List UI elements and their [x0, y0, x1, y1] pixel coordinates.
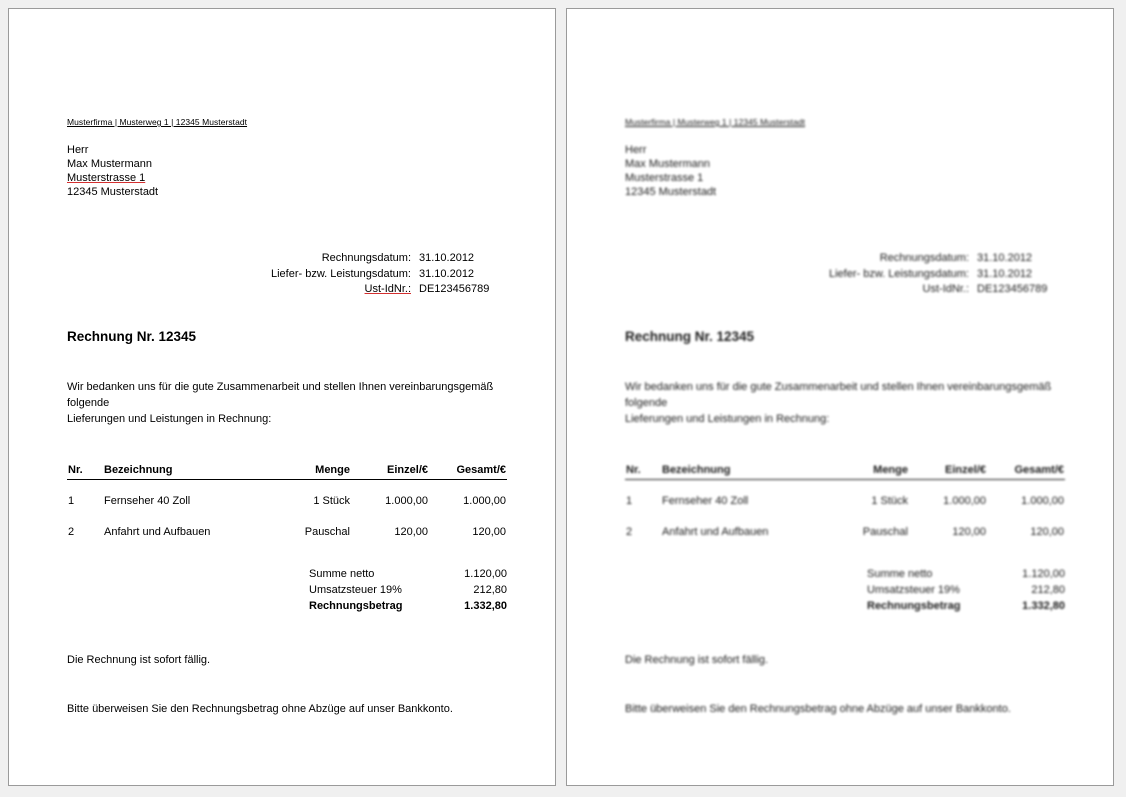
invoice-title-copy: Rechnung Nr. 12345: [625, 328, 755, 344]
summary-value-net: 1.120,00: [464, 567, 507, 580]
recipient-city: 12345 Musterstadt: [67, 185, 159, 198]
summary-label-vat-copy: Umsatzsteuer 19%: [867, 583, 960, 596]
recipient-address-block: [67, 143, 507, 199]
cell-bezeichnung: Fernseher 40 Zoll: [104, 495, 191, 508]
summary-value-total-copy: 1.332,80: [1022, 599, 1065, 612]
cell-einzel: 120,00: [952, 525, 986, 538]
cell-gesamt: 1.000,00: [463, 495, 506, 508]
table-row: [67, 511, 507, 541]
document-page-1[interactable]: [8, 8, 556, 786]
recipient-name: Max Mustermann: [67, 157, 152, 170]
column-header-bezeichnung-copy: Bezeichnung: [661, 462, 831, 480]
invoice-intro-line-2: Lieferungen und Leistungen in Rechnung:: [67, 413, 272, 426]
cell-nr: 1: [68, 495, 75, 508]
invoice-items-table-copy: [625, 462, 1065, 541]
cell-gesamt: 1.000,00: [1021, 495, 1064, 508]
summary-row-total-copy: [625, 599, 1065, 615]
invoice-intro-line-1-copy: Wir bedanken uns für die gute Zusammenarbeit und stellen Ihnen vereinbarungsgemäß folgende: [625, 381, 1052, 410]
cell-menge: Pauschal: [862, 525, 908, 538]
invoice-body-1: [67, 117, 507, 717]
summary-value-net-copy: 1.120,00: [1022, 567, 1065, 580]
invoice-summary: [67, 567, 507, 615]
cell-menge: 1 Stück: [871, 495, 908, 508]
invoice-body-2: [625, 117, 1065, 717]
summary-row-vat: [67, 583, 507, 599]
column-header-menge-copy: Menge: [831, 462, 909, 480]
column-header-nr-copy: Nr.: [625, 462, 661, 480]
meta-label-delivery-date-copy: Liefer- bzw. Leistungsdatum:: [828, 267, 969, 280]
meta-row-vat-id-copy: [625, 282, 1065, 298]
recipient-salutation-copy: Herr: [625, 143, 647, 156]
column-header-menge: Menge: [273, 462, 351, 480]
meta-row-delivery-date: [67, 267, 507, 283]
invoice-intro-line-1: Wir bedanken uns für die gute Zusammenarbeit und stellen Ihnen vereinbarungsgemäß folgende: [67, 381, 494, 410]
sender-address-line: Musterfirma | Musterweg 1 | 12345 Musterstadt: [67, 117, 248, 127]
meta-label-invoice-date: Rechnungsdatum:: [321, 252, 411, 265]
document-page-2[interactable]: [566, 8, 1114, 786]
column-header-nr: Nr.: [67, 462, 103, 480]
meta-label-invoice-date-copy: Rechnungsdatum:: [879, 252, 969, 265]
closing-paragraph-1: Die Rechnung ist sofort fällig.: [67, 653, 211, 666]
cell-bezeichnung: Anfahrt und Aufbauen: [104, 525, 211, 538]
meta-value-delivery-date-copy: 31.10.2012: [977, 267, 1033, 280]
summary-label-total-copy: Rechnungsbetrag: [867, 599, 961, 612]
invoice-items-table: [67, 462, 507, 541]
summary-row-net-copy: [625, 567, 1065, 583]
recipient-address-block-copy: [625, 143, 1065, 199]
invoice-items-body-copy: [625, 480, 1065, 541]
summary-row-total: [67, 599, 507, 615]
meta-value-vat-id: DE123456789: [419, 283, 490, 296]
recipient-salutation: Herr: [67, 143, 89, 156]
summary-value-total: 1.332,80: [464, 599, 507, 612]
summary-label-net: Summe netto: [309, 567, 375, 580]
recipient-name-copy: Max Mustermann: [625, 157, 710, 170]
cell-einzel: 120,00: [394, 525, 428, 538]
invoice-items-head-copy: [625, 462, 1065, 480]
cell-gesamt: 120,00: [472, 525, 506, 538]
meta-label-vat-id-copy: Ust-IdNr.:: [922, 283, 969, 296]
table-header-row: [625, 462, 1065, 480]
page-1-content: [9, 9, 555, 785]
cell-bezeichnung: Anfahrt und Aufbauen: [662, 525, 769, 538]
meta-label-delivery-date: Liefer- bzw. Leistungsdatum:: [270, 267, 411, 280]
invoice-items-body: [67, 480, 507, 541]
cell-nr: 1: [626, 495, 633, 508]
summary-value-vat-copy: 212,80: [1031, 583, 1065, 596]
summary-value-vat: 212,80: [473, 583, 507, 596]
meta-value-invoice-date: 31.10.2012: [419, 252, 475, 265]
meta-label-vat-id: Ust-IdNr.:: [364, 283, 411, 296]
invoice-title: Rechnung Nr. 12345: [67, 328, 197, 344]
summary-label-vat: Umsatzsteuer 19%: [309, 583, 402, 596]
column-header-gesamt: Gesamt/€: [429, 462, 507, 480]
page-2-content: [567, 9, 1113, 785]
invoice-intro-copy: [625, 380, 1065, 428]
invoice-meta-block: [67, 251, 507, 298]
column-header-einzel-copy: Einzel/€: [909, 462, 987, 480]
table-row: [625, 511, 1065, 541]
invoice-meta-block-copy: [625, 251, 1065, 298]
closing-paragraph-2-copy: Bitte überweisen Sie den Rechnungsbetrag ohne Abzüge auf unser Bankkonto.: [625, 702, 1011, 715]
cell-einzel: 1.000,00: [385, 495, 428, 508]
meta-value-vat-id-copy: DE123456789: [977, 283, 1048, 296]
recipient-city-copy: 12345 Musterstadt: [625, 185, 717, 198]
cell-nr: 2: [626, 525, 633, 538]
summary-row-net: [67, 567, 507, 583]
meta-value-delivery-date: 31.10.2012: [419, 267, 475, 280]
recipient-street-copy: Musterstrasse 1: [625, 171, 704, 184]
closing-paragraph-2: Bitte überweisen Sie den Rechnungsbetrag ohne Abzüge auf unser Bankkonto.: [67, 702, 453, 715]
table-row: [625, 480, 1065, 511]
closing-paragraph-1-copy: Die Rechnung ist sofort fällig.: [625, 653, 769, 666]
meta-row-vat-id: [67, 282, 507, 298]
cell-menge: 1 Stück: [313, 495, 350, 508]
summary-label-net-copy: Summe netto: [867, 567, 933, 580]
cell-einzel: 1.000,00: [943, 495, 986, 508]
cell-menge: Pauschal: [304, 525, 350, 538]
meta-value-invoice-date-copy: 31.10.2012: [977, 252, 1033, 265]
meta-row-delivery-date-copy: [625, 267, 1065, 283]
table-header-row: [67, 462, 507, 480]
summary-label-total: Rechnungsbetrag: [309, 599, 403, 612]
sender-address-line-copy: Musterfirma | Musterweg 1 | 12345 Musterstadt: [625, 117, 806, 127]
meta-row-invoice-date: [67, 251, 507, 267]
column-header-einzel: Einzel/€: [351, 462, 429, 480]
recipient-street: Musterstrasse 1: [67, 171, 146, 184]
invoice-summary-copy: [625, 567, 1065, 615]
column-header-gesamt-copy: Gesamt/€: [987, 462, 1065, 480]
invoice-intro: [67, 380, 507, 428]
invoice-intro-line-2-copy: Lieferungen und Leistungen in Rechnung:: [625, 413, 830, 426]
summary-row-vat-copy: [625, 583, 1065, 599]
cell-gesamt: 120,00: [1030, 525, 1064, 538]
cell-nr: 2: [68, 525, 75, 538]
cell-bezeichnung: Fernseher 40 Zoll: [662, 495, 749, 508]
column-header-bezeichnung: Bezeichnung: [103, 462, 273, 480]
table-row: [67, 480, 507, 511]
invoice-items-head: [67, 462, 507, 480]
meta-row-invoice-date-copy: [625, 251, 1065, 267]
